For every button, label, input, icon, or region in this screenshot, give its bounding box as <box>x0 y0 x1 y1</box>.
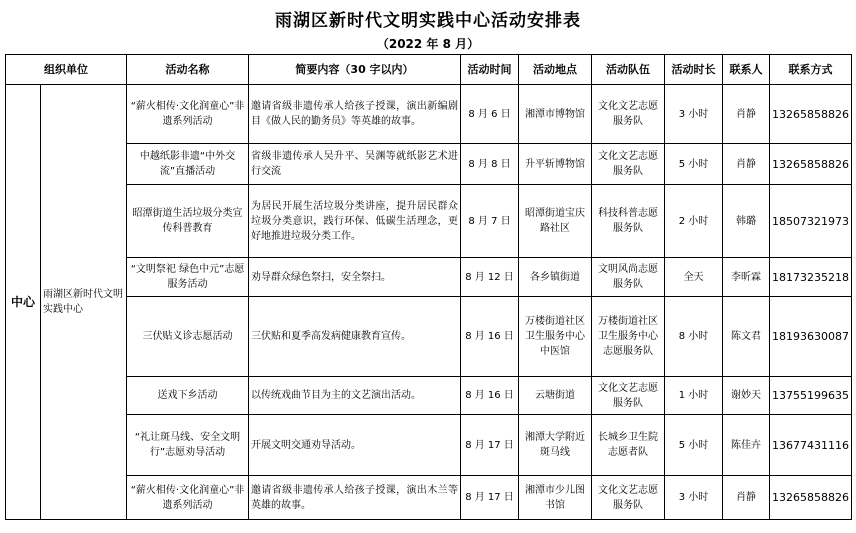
activity-phone: 13265858826 <box>770 85 852 144</box>
activity-phone: 13755199635 <box>770 377 852 415</box>
activity-summary: 邀请省级非遗传承人给孩子授课，演出木兰等英雄的故事。 <box>249 476 461 520</box>
activity-contact: 谢妙天 <box>723 377 770 415</box>
activity-duration: 全天 <box>665 258 723 297</box>
activity-summary: 为居民开展生活垃圾分类讲座，提升居民群众垃圾分类意识，践行环保、低碳生活理念，更好地推进垃圾分类工作。 <box>249 185 461 258</box>
page-subtitle: （2022 年 8 月） <box>376 37 480 51</box>
table-row <box>6 476 852 520</box>
activity-phone: 13265858826 <box>770 476 852 520</box>
activity-duration: 5 小时 <box>665 144 723 185</box>
header-phone: 联系方式 <box>770 55 852 85</box>
table-row <box>6 415 852 476</box>
activity-phone: 13265858826 <box>770 144 852 185</box>
activity-name: “薪火相传·文化润童心”非遗系列活动 <box>127 476 249 520</box>
activity-phone: 18173235218 <box>770 258 852 297</box>
activity-time: 8 月 8 日 <box>461 144 519 185</box>
activity-summary: 开展文明交通劝导活动。 <box>249 415 461 476</box>
activity-time: 8 月 7 日 <box>461 185 519 258</box>
header-contact: 联系人 <box>723 55 770 85</box>
table-row <box>6 377 852 415</box>
activity-summary: 省级非遗传承人吴升平、吴渊等就纸影艺术进行交流 <box>249 144 461 185</box>
activity-place: 湘潭大学附近斑马线 <box>519 415 592 476</box>
activity-time: 8 月 16 日 <box>461 297 519 377</box>
activity-team: 文化文艺志愿服务队 <box>592 85 665 144</box>
activity-name: 三伏贴义诊志愿活动 <box>127 297 249 377</box>
activity-phone: 18507321973 <box>770 185 852 258</box>
activity-time: 8 月 16 日 <box>461 377 519 415</box>
table-row <box>6 185 852 258</box>
header-duration: 活动时长 <box>665 55 723 85</box>
header-summary: 简要内容（30 字以内） <box>249 55 461 85</box>
activity-time: 8 月 17 日 <box>461 476 519 520</box>
activity-summary: 以传统戏曲节目为主的文艺演出活动。 <box>249 377 461 415</box>
activity-time: 8 月 12 日 <box>461 258 519 297</box>
activity-phone: 13677431116 <box>770 415 852 476</box>
activity-team: 万楼街道社区卫生服务中心志愿服务队 <box>592 297 665 377</box>
activity-contact: 李昕霖 <box>723 258 770 297</box>
activity-summary: 三伏贴和夏季高发病健康教育宣传。 <box>249 297 461 377</box>
header-org: 组织单位 <box>6 55 127 85</box>
page-title: 雨湖区新时代文明实践中心活动安排表 <box>275 11 581 31</box>
activity-contact: 韩璐 <box>723 185 770 258</box>
activity-team: 文化文艺志愿服务队 <box>592 144 665 185</box>
org-unit: 雨湖区新时代文明实践中心 <box>41 85 127 520</box>
activity-contact: 陈文君 <box>723 297 770 377</box>
activity-team: 长城乡卫生院志愿者队 <box>592 415 665 476</box>
table-row <box>6 85 852 144</box>
activity-contact: 肖静 <box>723 85 770 144</box>
activity-place: 云塘街道 <box>519 377 592 415</box>
activity-duration: 8 小时 <box>665 297 723 377</box>
activity-contact: 肖静 <box>723 144 770 185</box>
activity-duration: 3 小时 <box>665 85 723 144</box>
activity-team: 文明风尚志愿服务队 <box>592 258 665 297</box>
activity-place: 湘潭市博物馆 <box>519 85 592 144</box>
activity-place: 万楼街道社区卫生服务中心中医馆 <box>519 297 592 377</box>
activity-table <box>5 54 852 520</box>
activity-name: 送戏下乡活动 <box>127 377 249 415</box>
activity-place: 升平斩博物馆 <box>519 144 592 185</box>
header-time: 活动时间 <box>461 55 519 85</box>
activity-name: “薪火相传·文化润童心”非遗系列活动 <box>127 85 249 144</box>
activity-duration: 3 小时 <box>665 476 723 520</box>
activity-team: 科技科普志愿服务队 <box>592 185 665 258</box>
org-level: 中心 <box>6 85 41 520</box>
activity-name: 昭潭街道生活垃圾分类宣传科普教育 <box>127 185 249 258</box>
activity-name: 中越纸影非遗“中外交流”直播活动 <box>127 144 249 185</box>
activity-summary: 劝导群众绿色祭扫，安全祭扫。 <box>249 258 461 297</box>
activity-name: “文明祭祀 绿色中元”志愿服务活动 <box>127 258 249 297</box>
activity-contact: 肖静 <box>723 476 770 520</box>
activity-team: 文化文艺志愿服务队 <box>592 476 665 520</box>
activity-phone: 18193630087 <box>770 297 852 377</box>
table-row <box>6 144 852 185</box>
activity-duration: 2 小时 <box>665 185 723 258</box>
header-name: 活动名称 <box>127 55 249 85</box>
activity-place: 各乡镇街道 <box>519 258 592 297</box>
activity-time: 8 月 17 日 <box>461 415 519 476</box>
activity-place: 昭潭街道宝庆路社区 <box>519 185 592 258</box>
table-row <box>6 258 852 297</box>
activity-place: 湘潭市少儿图书馆 <box>519 476 592 520</box>
table-header-row <box>6 55 852 85</box>
header-team: 活动队伍 <box>592 55 665 85</box>
table-row <box>6 297 852 377</box>
activity-team: 文化文艺志愿服务队 <box>592 377 665 415</box>
activity-contact: 陈佳卉 <box>723 415 770 476</box>
activity-name: “礼让斑马线、安全文明行”志愿劝导活动 <box>127 415 249 476</box>
activity-duration: 5 小时 <box>665 415 723 476</box>
activity-duration: 1 小时 <box>665 377 723 415</box>
header-place: 活动地点 <box>519 55 592 85</box>
activity-summary: 邀请省级非遗传承人给孩子授课，演出新编剧目《做人民的勤务员》等英雄的故事。 <box>249 85 461 144</box>
activity-time: 8 月 6 日 <box>461 85 519 144</box>
